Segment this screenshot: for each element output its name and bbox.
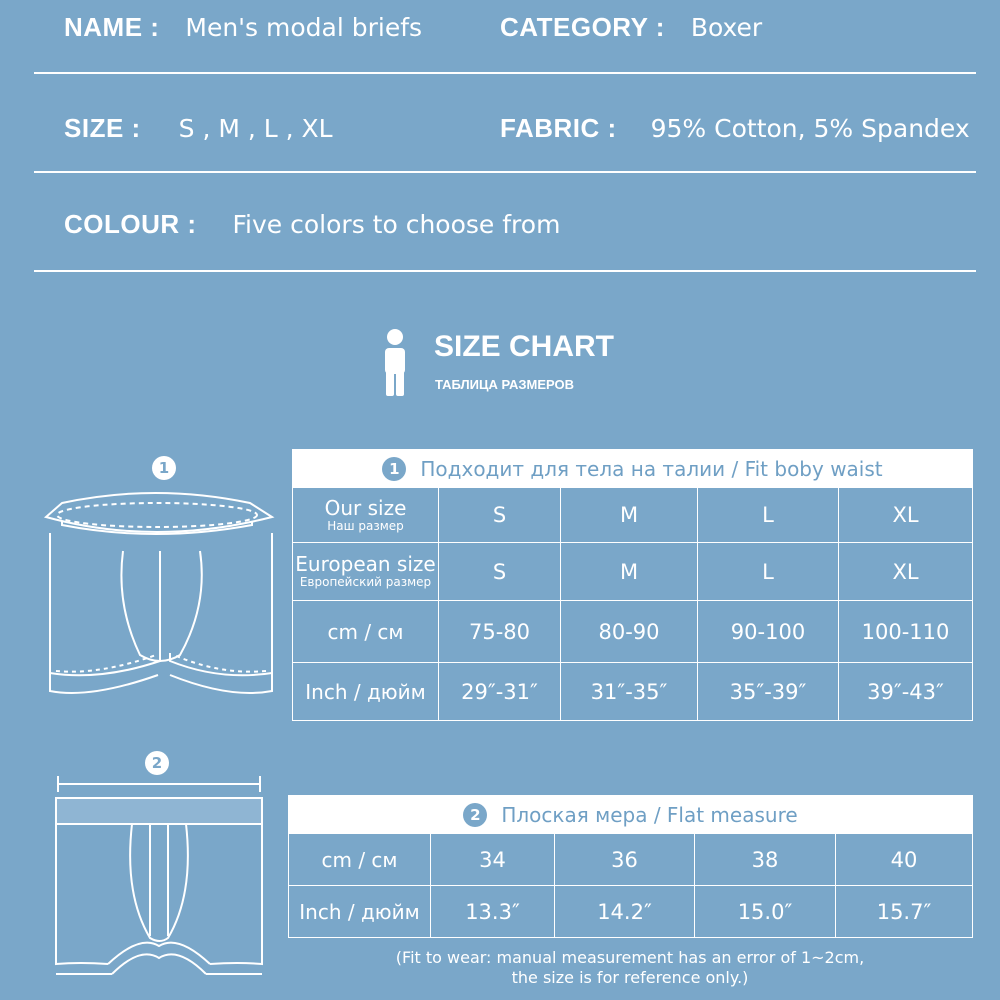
note-line-1: (Fit to wear: manual measurement has an error of 1~2cm,	[395, 948, 865, 967]
table-cell: 40	[836, 834, 973, 886]
waist-table-header	[293, 450, 973, 488]
divider-1	[34, 72, 976, 74]
waist-table-header-text: Подходит для тела на талии / Fit boby waist	[420, 456, 883, 481]
table-cell: 35″-39″	[698, 663, 839, 721]
flat-table-header-text: Плоская мера / Flat measure	[501, 802, 798, 827]
table-cell: 31″-35″	[561, 663, 698, 721]
row-label: cm / см	[289, 834, 431, 886]
diagram-2-number: 2	[145, 751, 169, 775]
table-cell: M	[561, 543, 698, 601]
note-line-2: the size is for reference only.)	[511, 968, 749, 987]
row-label	[293, 488, 439, 543]
table-cell: 34	[431, 834, 555, 886]
table-row	[293, 601, 973, 663]
table-cell: 36	[555, 834, 695, 886]
waist-table-badge: 1	[382, 457, 406, 481]
fabric-label: FABRIC :	[500, 113, 617, 143]
table-cell: 13.3″	[431, 886, 555, 938]
table-cell: 80-90	[561, 601, 698, 663]
fabric-spec	[500, 113, 970, 144]
category-value: Boxer	[690, 13, 763, 42]
flat-table-badge: 2	[463, 803, 487, 827]
table-cell: L	[698, 543, 839, 601]
row-label-main: Our size	[324, 495, 407, 520]
size-label: SIZE :	[64, 113, 141, 143]
flat-measure-table	[288, 795, 973, 938]
waist-size-table	[292, 449, 973, 721]
fabric-value: 95% Cotton, 5% Spandex	[650, 114, 970, 143]
diagram-1-number: 1	[152, 456, 176, 480]
table-cell: M	[561, 488, 698, 543]
table-cell: 100-110	[839, 601, 973, 663]
row-label: Inch / дюйм	[293, 663, 439, 721]
colour-value: Five colors to choose from	[232, 210, 561, 239]
colour-label: COLOUR :	[64, 209, 197, 239]
table-cell: 29″-31″	[439, 663, 561, 721]
table-row	[293, 488, 973, 543]
size-spec	[64, 113, 333, 144]
table-row	[289, 834, 973, 886]
table-row	[289, 886, 973, 938]
waist-table-header-cell	[293, 450, 973, 488]
table-cell: 14.2″	[555, 886, 695, 938]
person-icon	[380, 328, 410, 398]
table-row	[293, 663, 973, 721]
table-cell: 15.0″	[695, 886, 836, 938]
table-row	[293, 543, 973, 601]
row-label: cm / см	[293, 601, 439, 663]
table-cell: 39″-43″	[839, 663, 973, 721]
underwear-flat-diagram	[50, 774, 280, 984]
row-label-main: European size	[295, 552, 436, 577]
table-cell: XL	[839, 543, 973, 601]
table-cell: S	[439, 488, 561, 543]
row-label: Inch / дюйм	[289, 886, 431, 938]
table-cell: 75-80	[439, 601, 561, 663]
category-spec	[500, 12, 762, 43]
row-label	[293, 543, 439, 601]
divider-3	[34, 270, 976, 272]
table-cell: 38	[695, 834, 836, 886]
divider-2	[34, 171, 976, 173]
row-label-sub: Наш размер	[327, 518, 404, 533]
name-value: Men's modal briefs	[185, 13, 423, 42]
name-spec	[64, 12, 422, 43]
table-cell: L	[698, 488, 839, 543]
table-cell: S	[439, 543, 561, 601]
table-cell: XL	[839, 488, 973, 543]
size-value: S , M , L , XL	[178, 114, 333, 143]
size-chart-subtitle: ТАБЛИЦА РАЗМЕРОВ	[435, 377, 575, 392]
row-label-sub: Европейский размер	[299, 575, 432, 590]
name-label: NAME :	[64, 12, 160, 42]
colour-spec	[64, 209, 560, 240]
table-cell: 90-100	[698, 601, 839, 663]
table-cell: 15.7″	[836, 886, 973, 938]
flat-table-header-cell	[289, 796, 973, 834]
category-label: CATEGORY :	[500, 12, 665, 42]
size-chart-title: SIZE CHART	[434, 330, 614, 363]
measurement-note	[300, 948, 960, 988]
underwear-waist-diagram	[40, 485, 290, 705]
flat-table-header	[289, 796, 973, 834]
